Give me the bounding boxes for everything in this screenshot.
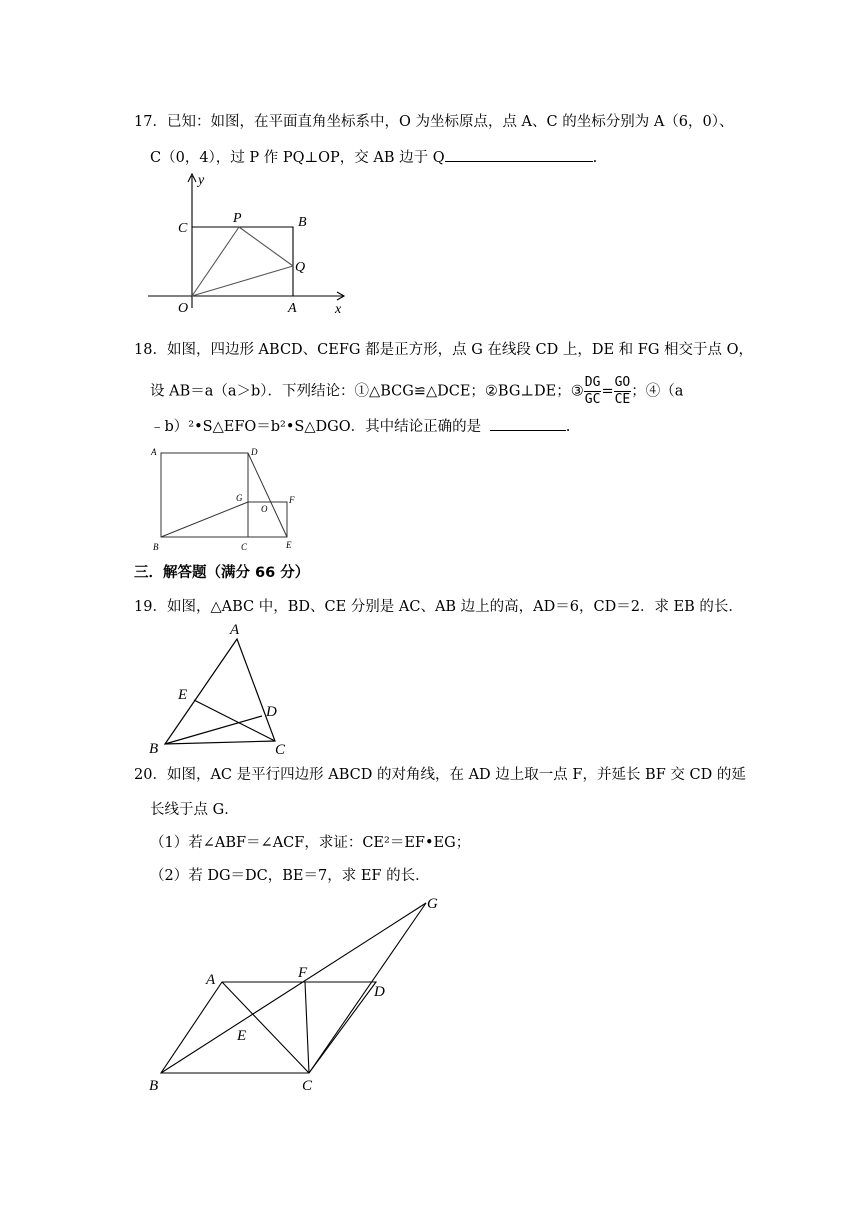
label-a: A	[206, 972, 216, 988]
q17-line-1: 17．已知：如图，在平面直角坐标系中，O 为坐标原点，点 A、C 的坐标分别为 A（6，0）、	[134, 114, 734, 130]
section-3-title: 三．解答题（满分 66 分）	[134, 565, 310, 581]
q20-figure	[145, 892, 455, 1097]
label-e: E	[286, 540, 292, 550]
q17-line-2	[150, 147, 597, 168]
segment-de	[248, 453, 287, 537]
label-f: F	[289, 495, 295, 505]
label-f: F	[298, 965, 308, 981]
label-b: B	[149, 1078, 159, 1094]
label-a: A	[288, 301, 297, 316]
q20-part-1: （1）若∠ABF＝∠ACF，求证：CE²＝EF•EG；	[150, 835, 471, 851]
label-c: C	[178, 221, 188, 236]
label-g: G	[236, 493, 243, 503]
q18-line-1: 18．如图，四边形 ABCD、CEFG 都是正方形，点 G 在线段 CD 上，DE 和 FG 相交于点 O，	[134, 342, 754, 358]
label-x: x	[335, 302, 342, 317]
q17-answer-blank[interactable]	[445, 147, 593, 162]
q17-figure	[145, 170, 355, 318]
rectangle-edges	[192, 227, 293, 296]
q18-answer-blank[interactable]	[490, 416, 566, 431]
q19-line-1: 19．如图，△ABC 中，BD、CE 分别是 AC、AB 边上的高，AD＝6，CD＝2．求 EB 的长．	[134, 599, 743, 615]
q20-part-2: （2）若 DG＝DC，BE＝7，求 EF 的长．	[150, 868, 430, 884]
label-d: D	[251, 447, 258, 457]
q18-figure	[145, 444, 305, 556]
square-cefg	[248, 502, 287, 537]
label-o: O	[178, 301, 189, 316]
q17-line-2-end: .	[592, 150, 598, 166]
fraction-dg-gc-numerator: DG	[584, 375, 601, 390]
square-abcd	[161, 453, 248, 537]
label-p: P	[233, 211, 242, 226]
label-a: A	[230, 622, 240, 638]
label-d: D	[374, 984, 385, 1000]
label-y: y	[198, 173, 205, 188]
q18-line-3-text: ﹣b）²•S△EFO＝b²•S△DGO．其中结论正确的是	[150, 419, 482, 435]
label-c: C	[241, 542, 248, 552]
fraction-go-ce	[614, 375, 632, 408]
segment-oq	[192, 266, 293, 296]
parallelogram-abcd	[161, 982, 376, 1073]
segment-cg	[309, 903, 426, 1073]
q18-line-3-end: .	[565, 419, 571, 435]
segment-pq	[239, 227, 293, 266]
q18-line-2a: 设 AB＝a（a＞b）．下列结论：①△BCG≌△DCE；②BG⊥DE；③	[150, 383, 584, 400]
fraction-equals: =	[601, 383, 614, 400]
q18-line-2	[150, 375, 683, 408]
q20-line-2: 长线于点 G．	[150, 802, 239, 818]
label-o: O	[261, 504, 268, 514]
label-g: G	[427, 896, 438, 912]
q18-line-3	[150, 416, 570, 437]
segment-op	[192, 227, 239, 296]
label-e: E	[178, 687, 188, 703]
q19-figure	[145, 620, 295, 758]
label-a: A	[151, 447, 157, 457]
segment-bd	[165, 716, 262, 744]
segment-bg	[161, 903, 426, 1073]
q20-line-1: 20．如图，AC 是平行四边形 ABCD 的对角线，在 AD 边上取一点 F，并延长 BF 交 CD 的延	[134, 767, 746, 783]
label-b: B	[149, 741, 159, 757]
label-d: D	[266, 704, 277, 720]
label-b: B	[298, 215, 307, 230]
diagonal-ac	[222, 982, 309, 1073]
segment-ce	[194, 700, 275, 741]
label-e: E	[237, 1028, 247, 1044]
fraction-dg-gc	[584, 375, 602, 408]
q17-line-2-text: C（0，4），过 P 作 PQ⊥OP，交 AB 边于 Q	[150, 150, 445, 166]
q18-line-2b: ；④（a	[631, 383, 684, 400]
segment-bg	[161, 502, 248, 537]
label-c: C	[275, 742, 286, 758]
fraction-go-ce-denominator: CE	[614, 392, 631, 407]
label-q: Q	[295, 260, 306, 275]
segment-fc	[305, 982, 309, 1073]
label-c: C	[302, 1078, 313, 1094]
label-b: B	[153, 542, 159, 552]
fraction-go-ce-numerator: GO	[614, 375, 631, 390]
fraction-dg-gc-denominator: GC	[584, 392, 601, 407]
